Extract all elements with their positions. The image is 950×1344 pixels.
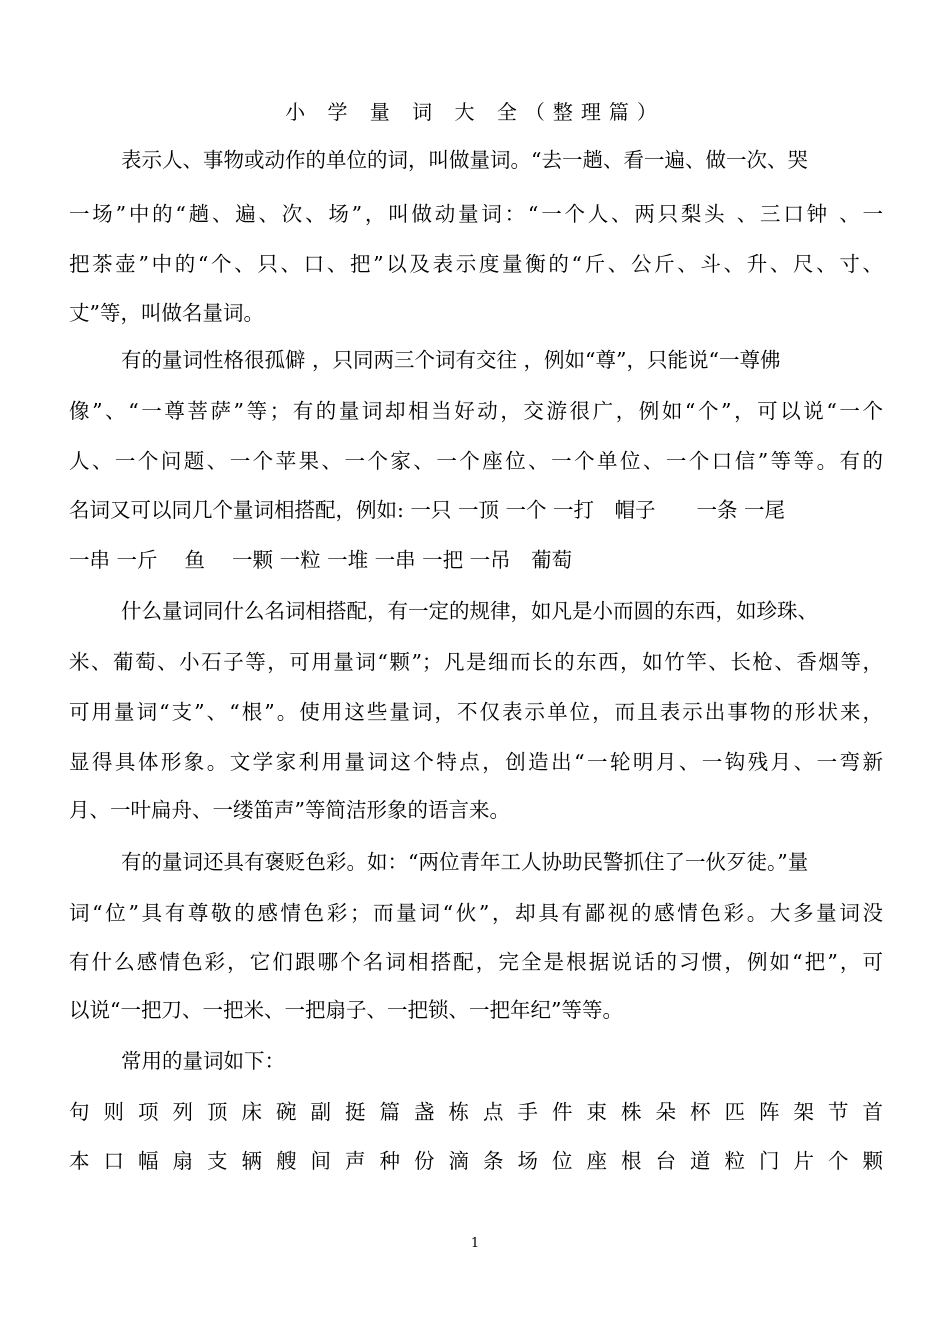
paragraph-4-line-2: 词“位”具有尊敬的感情色彩；而量词“伙”，却具有鄙视的感情色彩。大多量词没 [69,901,883,925]
paragraph-1-line-1: 表示人、事物或动作的单位的词，叫做量词。“去一趟、看一遍、做一次、哭 [121,148,808,172]
paragraph-1-line-4: 丈”等，叫做名量词。 [69,301,264,325]
measure-word-list-row-1: 句 则 项 列 顶 床 碗 副 挺 篇 盏 栋 点 手 件 束 株 朵 杯 匹 阵 架 节 首 [69,1100,883,1124]
paragraph-2-line-3: 人、一个问题、一个苹果、一个家、一个座位、一个单位、一个口信”等等。有的 [69,449,883,473]
paragraph-3-line-4: 显得具体形象。文学家利用量词这个特点，创造出“一轮明月、一钩残月、一弯新 [69,750,883,774]
paragraph-2-line-2: 像”、“一尊菩萨”等；有的量词却相当好动，交游很广，例如“个”，可以说“一个 [69,399,883,423]
paragraph-2-line-1: 有的量词性格很孤僻 ，只同两三个词有交往 ，例如“尊”，只能说“一尊佛 [121,348,781,372]
paragraph-4-line-4: 以说“一把刀、一把米、一把扇子、一把锁、一把年纪”等等。 [69,998,623,1022]
page-number: 1 [470,1236,480,1251]
paragraph-4-line-3: 有什么感情色彩，它们跟哪个名词相搭配，完全是根据说话的习惯，例如“把”，可 [69,950,883,974]
paragraph-2-line-5: 一串 一斤 鱼 一颗 一粒 一堆 一串 一把 一吊 葡萄 [69,548,573,572]
paragraph-1-line-2: 一场”中的“趟、遍、次、场”，叫做动量词：“一个人、两只梨头 、三口钟 、一 [69,202,883,226]
paragraph-4-line-1: 有的量词还具有褒贬色彩。如：“两位青年工人协助民警抓住了一伙歹徒。”量 [121,850,809,874]
paragraph-3-line-2: 米、葡萄、小石子等，可用量词“颗”；凡是细而长的东西，如竹竿、长枪、香烟等， [69,650,883,674]
paragraph-3-line-5: 月、一叶扁舟、一缕笛声”等简洁形象的语言来。 [69,798,510,822]
measure-word-list-row-2: 本 口 幅 扇 支 辆 艘 间 声 种 份 滴 条 场 位 座 根 台 道 粒 门 片 个 颗 [69,1149,883,1173]
paragraph-1-line-3: 把茶壶”中的“个、只、口、把”以及表示度量衡的“斤、公斤、斗、升、尺、寸、 [69,252,883,276]
paragraph-3-line-3: 可用量词“支”、“根”。使用这些量词，不仅表示单位，而且表示出事物的形状来， [69,700,883,724]
common-measure-words-heading: 常用的量词如下： [121,1049,285,1073]
paragraph-2-line-4: 名词又可以同几个量词相搭配，例如: 一只 一顶 一个 一打 帽子 一条 一尾 [69,498,785,522]
paragraph-3-line-1: 什么量词同什么名词相搭配，有一定的规律，如凡是小而圆的东西，如珍珠、 [121,599,818,623]
document-title: 小 学 量 词 大 全（整理篇） [285,100,665,124]
